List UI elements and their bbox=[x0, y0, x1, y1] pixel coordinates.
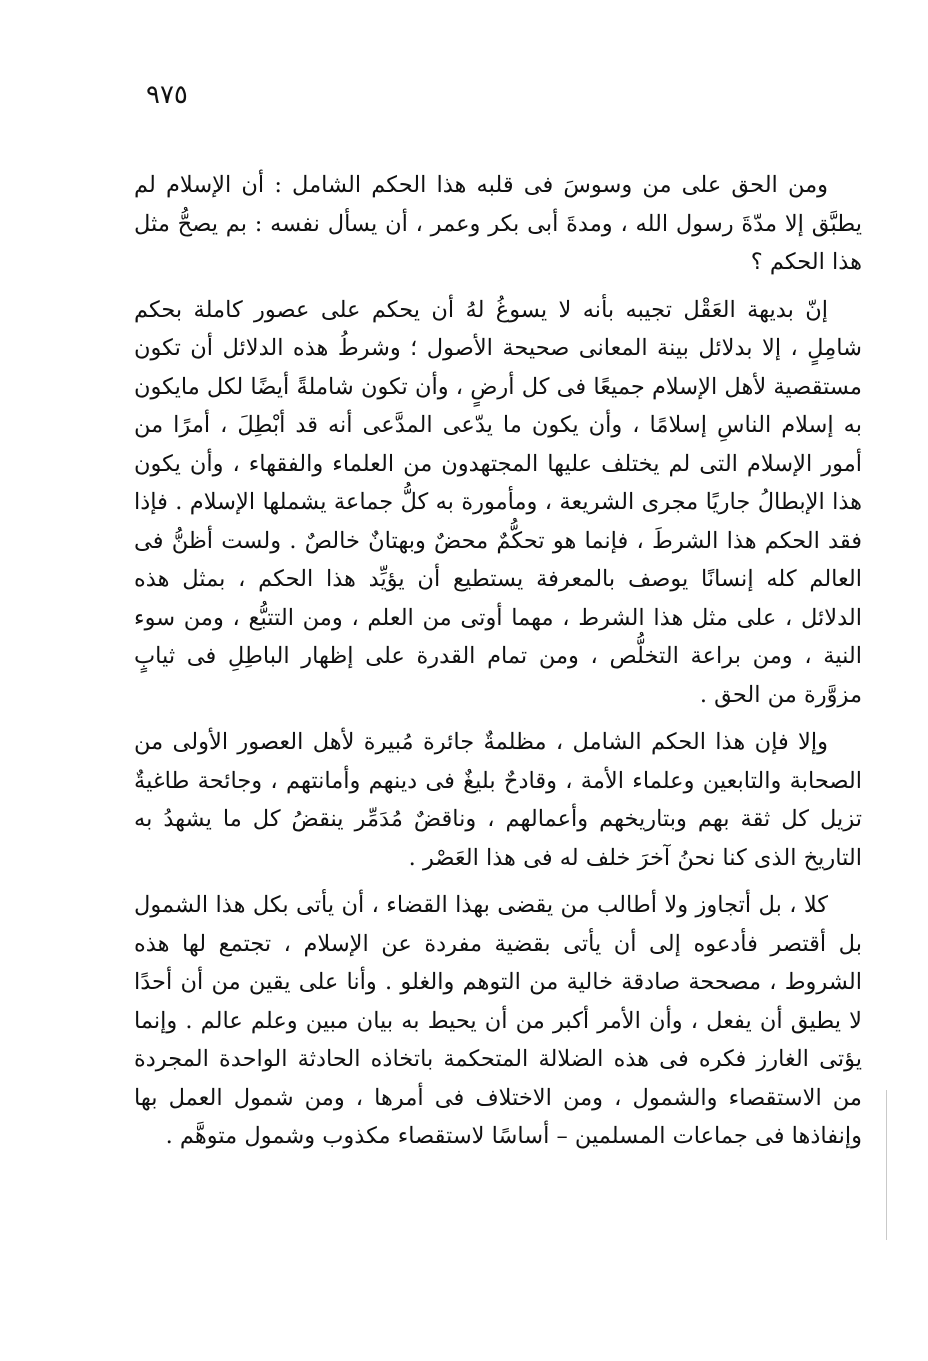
page-number: ٩٧٥ bbox=[146, 80, 188, 110]
paragraph-4: كلا ، بل أتجاوز ولا أطالب من يقضى بهذا القضاء ، أن يأتى بكل هذا الشمول بل أقتصر فأدعوه إلى أن يأتى بقضية مفردة عن الإسلام ، تجتمع لها هذه الشروط ، مصححة صادقة خالية من التوهم والغلو . وأنا على يقين من أن أحدًا لا يطيق أن يفعل ، وأن الأمر أكبر من أن يحيط به بيان مبين وعلم عالم . وإنما يؤتى الغارز فكره فى هذه الضلالة المتحكمة باتخاذه الحادثة الواحدة المجردة من الاستقصاء والشمول ، ومن الاختلاف فى أمرها ، ومن شمول العمل بها وإنفاذها فى جماعات المسلمين – أساسًا لاستقصاء مكذوب وشمول متوهَّم . bbox=[134, 892, 862, 1149]
body-text bbox=[134, 166, 862, 1165]
paragraph-3: وإلا فإن هذا الحكم الشامل ، مظلمةٌ جائرة مُبيرة لأهل العصور الأولى من الصحابة والتابعين وعلماء الأمة ، وقادحٌ بليغٌ فى دينهم وأمانتهم ، وجائحة طاغيةٌ تزيل كل ثقة بهم وبتاريخهم وأعمالهم ، وناقضٌ مُدَمِّر ينقضُ كل ما يشهدُ به التاريخ الذى كنا نحنُ آخرَ خلف له فى هذا العَصْر . bbox=[134, 729, 862, 871]
paragraph-1: ومن الحق على من وسوسَ فى قلبه هذا الحكم الشامل : أن الإسلام لم يطبَّق إلا مدّةَ رسول الله ، ومدةَ أبى بكر وعمر ، أن يسأل نفسه : بم يصحُّ مثل هذا الحكم ؟ bbox=[134, 172, 862, 275]
paragraph-2: إنّ بديهة العَقْل تجيبه بأنه لا يسوغُ لهُ أن يحكم على عصور كاملة بحكم شامِلٍ ، إلا بدلائل بينة المعانى صحيحة الأصول ؛ وشرطُ هذه الدلائل أن تكون مستقصية لأهل الإسلام جميعًا فى كل أرضٍ ، وأن تكون شاملةً أيضًا لكل مايكون به إسلام الناسِ إسلامًا ، وأن يكون ما يدّعى المدَّعى أنه قد أبْطِلَ ، أمرًا من أمور الإسلام التى لم يختلف عليها المجتهدون من العلماء والفقهاء ، وأن يكون هذا الإبطالُ جاريًا مجرى الشريعة ، ومأمورة به كلُّ جماعة يشملها الإسلام . فإذا فقد الحكم هذا الشرطَ ، فإنما هو تحكُّمٌ محضٌ وبهتانٌ خالصٌ . ولست أظنُّ فى العالم كله إنسانًا يوصف بالمعرفة يستطيع أن يؤيِّد هذا الحكم ، بمثل هذه الدلائل ، على مثل هذا الشرط ، مهما أوتى من العلم ، ومن التتبُّع ، ومن سوء النية ، ومن براعة التخلُّص ، ومن تمام القدرة على إظهار الباطِلِ فى ثيابٍ مزوَّرة من الحق . bbox=[134, 296, 863, 708]
scan-edge-mark bbox=[886, 1090, 887, 1240]
